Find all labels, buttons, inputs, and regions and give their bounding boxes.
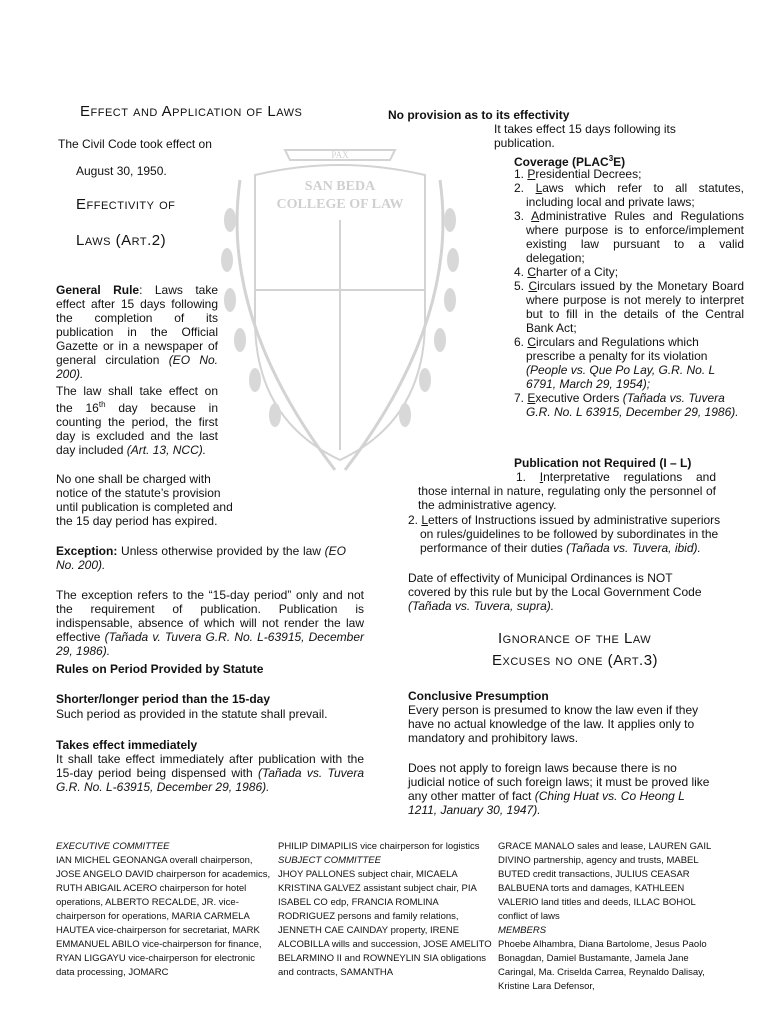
members-text: Phoebe Alhambra, Diana Bartolome, Jesus Paolo Bonagdan, Damiel Bustamante, Jamela Jane Caringal, Ma. Criselda Carrea, Reynaldo Dalisay, Kristine Lara Defensor,	[498, 939, 707, 992]
pub-item-1	[418, 470, 716, 512]
coverage-item-number: 4.	[514, 265, 528, 279]
seal-banner-text: PAX	[331, 150, 349, 160]
coverage-item-number: 5.	[514, 279, 529, 293]
municipal-ref: (Tañada vs. Tuvera, supra).	[408, 599, 555, 613]
coverage-item-initial: L	[535, 181, 543, 195]
sixteenth-ref: (Art. 13, NCC).	[126, 443, 207, 457]
pub-not-required-heading: Publication not Required (I – L)	[514, 456, 692, 470]
sixteenth-day-paragraph	[56, 384, 218, 457]
foreign-text: Does not apply to foreign laws because there is no judicial notice of such foreign laws; it must be proved like any other matter of fact	[408, 761, 710, 803]
general-rule-label: General Rule	[56, 283, 140, 297]
no-provision-heading: No provision as to its effectivity	[388, 108, 570, 122]
exception-ref: (EO No. 200).	[56, 544, 346, 572]
subject-committee-label: SUBJECT COMMITTEE	[278, 855, 381, 866]
coverage-item-initial: E	[527, 391, 536, 405]
pub-item-initial: I	[539, 470, 544, 484]
foreign-ref: (Ching Huat vs. Co Heong L 1211, January 30, 1947).	[408, 789, 685, 817]
general-rule-colon: :	[139, 283, 143, 297]
pub-item-text: etters of Instructions issued by administrative superiors on rules/guidelines to be followed by subordinates in the performance of their duties	[420, 513, 721, 555]
coverage-item-number: 2.	[514, 181, 536, 195]
exception-label: Exception:	[56, 544, 118, 558]
coverage-item-number: 7.	[514, 391, 528, 405]
immediately-text: It shall take effect immediately after publication with the 15-day period being dispensed with	[56, 752, 364, 780]
pub-item-ref: (Tañada vs. Tuvera, ibid).	[566, 541, 701, 555]
coverage-item-number: 6.	[514, 335, 528, 349]
page-title: Effect and Application of Laws	[80, 103, 303, 120]
shorter-heading: Shorter/longer period than the 15-day	[56, 692, 271, 706]
coverage-item-text: xecutive Orders	[535, 391, 620, 405]
pub-item-text: nterpretative regulations and those internal in nature, regulating only the personnel of the administrative agency.	[418, 470, 716, 512]
footer-col-2	[278, 840, 496, 980]
seal-laurel-right	[345, 180, 443, 470]
municipal-text: Date of effectivity of Municipal Ordinances is NOT covered by this rule but by the Local Government Code	[408, 571, 702, 599]
sixteenth-sup: th	[98, 400, 106, 409]
civil-code-intro: The Civil Code took effect on	[58, 137, 212, 151]
ignorance-heading-2: Excuses no one (Art.3)	[492, 652, 659, 669]
seal-laurel-left	[237, 180, 335, 470]
pub-item-initial: L	[421, 513, 429, 527]
coverage-item	[514, 167, 744, 181]
coverage-item-number: 3.	[514, 209, 532, 223]
footer-col-1	[56, 840, 274, 980]
pub-item-number: 1.	[516, 470, 540, 484]
coverage-item-initial: A	[531, 209, 540, 223]
general-rule-paragraph	[56, 283, 218, 381]
coverage-post: E)	[613, 155, 626, 169]
coverage-item	[514, 335, 744, 391]
no-provision-text: It takes effect 15 days following its publication.	[494, 122, 676, 150]
coverage-item-number: 1.	[514, 167, 528, 181]
subject-committee-continued: GRACE MANALO sales and lease, LAUREN GAIL DIVINO partnership, agency and trusts, MABEL BUTED credit transactions, JULIUS CEASAR BALBUENA torts and damages, KATHLEEN VALERIO land titles and deeds, ILLAC BOHOL conflict of laws	[498, 841, 711, 922]
no-one-paragraph: No one shall be charged with notice of the statute’s provision until publication is completed and the 15 day period has expired.	[56, 472, 233, 528]
sixteenth-post: day because in counting the period, the first day is excluded and the last day included	[56, 401, 218, 457]
effectivity-heading-2: Laws (Art.2)	[76, 232, 167, 249]
exception-text: Unless otherwise provided by the law	[117, 544, 321, 558]
general-rule-text: Laws take effect after 15 days following the completion of its publication in the Official Gazette or in a newspaper of general circulation	[56, 283, 218, 367]
seal-text-1: SAN BEDA	[304, 179, 376, 194]
footer-col-3	[498, 840, 712, 994]
executive-committee-text: IAN MICHEL GEONANGA overall chairperson, JOSE ANGELO DAVID chairperson for academics, RUTH ABIGAIL ACERO chairperson for hotel operations, ALBERTO RECALDE, JR. vice-chairperson for operations, MARIA CARMELA HAUTEA vice-chairperson for secretariat, MARK EMMANUEL ABILO vice-chairperson for finance, RYAN LIGGAYU vice-chairperson for electronic data processing, JOMARC	[56, 855, 271, 978]
immediately-ref: (Tañada vs. Tuvera G.R. No. L-63915, December 29, 1986).	[56, 766, 364, 794]
coverage-item-text: harter of a City;	[536, 265, 619, 279]
exception-paragraph	[56, 544, 346, 572]
coverage-item	[514, 279, 744, 335]
coverage-item-text: irculars and Regulations which prescribe a penalty for its violation	[526, 335, 708, 363]
coverage-list	[514, 167, 744, 419]
rules-period-heading: Rules on Period Provided by Statute	[56, 662, 264, 676]
coverage-sup: 3	[608, 154, 614, 163]
coverage-item-ref: (People vs. Que Po Lay, G.R. No. L 6791, March 29, 1954);	[526, 363, 715, 391]
seal-text-2: COLLEGE OF LAW	[276, 197, 404, 212]
effectivity-heading-1: Effectivity of	[76, 196, 176, 213]
coverage-item-text: irculars issued by the Monetary Board where purpose is not merely to interpret but to fill in the details of the Central Bank Act;	[526, 279, 744, 335]
coverage-item	[514, 391, 744, 419]
coverage-item	[514, 265, 744, 279]
coverage-item-ref: (Tañada vs. Tuvera G.R. No. L 63915, December 29, 1986).	[526, 391, 739, 419]
seal-watermark	[215, 120, 465, 480]
civil-code-date: August 30, 1950.	[76, 164, 167, 178]
conclusive-text: Every person is presumed to know the law even if they have no actual knowledge of the law. It applies only to mandatory and prohibitory laws.	[408, 703, 699, 745]
coverage-item	[514, 209, 744, 265]
coverage-item-initial: C	[527, 335, 537, 349]
immediately-heading: Takes effect immediately	[56, 738, 198, 752]
foreign-paragraph	[408, 761, 716, 817]
logistics-text: PHILIP DIMAPILIS vice chairperson for logistics	[278, 841, 480, 852]
ignorance-heading-1: Ignorance of the Law	[498, 630, 652, 647]
municipal-paragraph	[408, 571, 716, 613]
shorter-text: Such period as provided in the statute shall prevail.	[56, 707, 328, 721]
coverage-item-initial: C	[527, 265, 537, 279]
exception-refers-ref: (Tañada v. Tuvera G.R. No. L-63915, December 29, 1986).	[56, 630, 364, 658]
coverage-item-initial: P	[527, 167, 536, 181]
coverage-item	[514, 181, 744, 209]
coverage-item-text: aws which refer to all statutes, including local and private laws;	[526, 181, 745, 209]
pub-item-2	[408, 513, 728, 555]
sixteenth-pre: The law shall take effect on the 16	[56, 384, 218, 415]
coverage-item-text: residential Decrees;	[535, 167, 642, 181]
coverage-pre: Coverage (PLAC	[514, 155, 609, 169]
subject-committee-text: JHOY PALLONES subject chair, MICAELA KRISTINA GALVEZ assistant subject chair, PIA ISABEL CO edp, FRANCIA ROMLINA RODRIGUEZ persons and family relations, JENNETH CAE CAINDAY property, IRENE ALCOBILLA wills and succession, JOSE AMELITO BELARMINO II and ROWNEYLIN SIA obligations and contracts, SAMANTHA	[278, 869, 492, 978]
conclusive-heading: Conclusive Presumption	[408, 689, 549, 703]
coverage-item-initial: C	[528, 279, 538, 293]
immediately-paragraph	[56, 752, 364, 794]
executive-committee-label: EXECUTIVE COMMITTEE	[56, 841, 170, 852]
exception-refers-text: The exception refers to the “15-day period” only and not the requirement of publication. Publication is indispensable, absence of which will not render the law effective	[56, 588, 364, 644]
members-label: MEMBERS	[498, 925, 547, 936]
general-rule-ref: (EO No. 200).	[56, 353, 219, 381]
exception-refers-paragraph	[56, 588, 364, 658]
pub-item-number: 2.	[408, 513, 422, 527]
coverage-item-text: dministrative Rules and Regulations where purpose is to enforce/implement existing law pursuant to a valid delegation;	[526, 209, 744, 265]
